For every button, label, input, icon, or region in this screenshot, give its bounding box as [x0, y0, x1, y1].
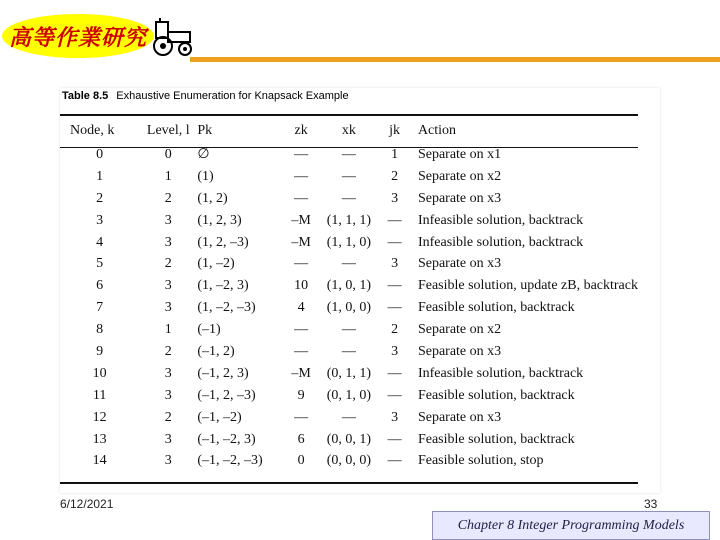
table-cell: 1	[164, 168, 172, 184]
table-cell: —	[294, 256, 309, 272]
table-cell: —	[341, 146, 356, 162]
table-cell: (–1, 2)	[197, 343, 235, 359]
table-cell: —	[294, 409, 309, 425]
table-cell: —	[387, 431, 402, 447]
enumeration-table	[60, 118, 638, 472]
table-cell: —	[341, 256, 356, 272]
table-cell: 3	[164, 387, 172, 403]
table-cell: —	[294, 146, 309, 162]
table-cell: Separate on x2	[417, 168, 502, 184]
table-caption	[62, 90, 349, 102]
table-cell: 2	[164, 190, 172, 206]
table-cell: Infeasible solution, backtrack	[417, 365, 584, 381]
table-figure	[60, 88, 660, 493]
table-cell: 6	[96, 278, 104, 294]
table-cell: 3	[96, 212, 104, 228]
table-cell: ∅	[197, 147, 210, 163]
col-header: Pk	[197, 123, 213, 138]
table-cell: 2	[96, 190, 104, 206]
table-cell: Feasible solution, backtrack	[417, 431, 575, 447]
table-row	[60, 297, 638, 319]
table-row	[60, 363, 638, 385]
table-cell: (1, 1, 1)	[326, 212, 372, 228]
tractor-icon	[152, 18, 194, 58]
col-header: jk	[389, 123, 401, 138]
table-cell: 1	[164, 322, 172, 338]
table-cell: (–1, 2, –3)	[197, 387, 256, 403]
table-cell: 9	[297, 387, 305, 403]
table-cell: 1	[391, 146, 399, 162]
table-cell: Infeasible solution, backtrack	[417, 234, 584, 250]
table-cell: Infeasible solution, backtrack	[417, 212, 584, 228]
table-cell: (0, 1, 1)	[326, 365, 372, 381]
table-top-rule	[60, 114, 638, 116]
table-cell: (1, 2, –3)	[197, 234, 249, 250]
table-cell: –M	[291, 365, 311, 381]
table-cell: 8	[96, 322, 104, 338]
table-cell: 3	[164, 365, 172, 381]
table-cell: –M	[291, 212, 311, 228]
header-rule	[190, 57, 720, 62]
table-row	[60, 341, 638, 363]
table-row	[60, 253, 638, 275]
table-cell: 3	[164, 300, 172, 316]
table-cell: 3	[164, 212, 172, 228]
table-cell: 7	[96, 300, 104, 316]
table-cell: Separate on x3	[417, 409, 502, 425]
table-cell: (–1, –2, 3)	[197, 431, 256, 447]
table-cell: 3	[391, 190, 399, 206]
table-cell: 4	[96, 234, 104, 250]
table-cell: (0, 1, 0)	[326, 387, 372, 403]
table-cell: (–1, –2, –3)	[197, 453, 263, 469]
table-cell: (–1, –2)	[197, 409, 242, 425]
table-cell: 0	[164, 146, 172, 162]
col-header: Node, k	[70, 123, 115, 138]
footer-date: 6/12/2021	[60, 497, 114, 511]
table-cell: (1, 2)	[197, 190, 228, 206]
table-cell: —	[387, 365, 402, 381]
table-cell: —	[294, 343, 309, 359]
table-cell: (0, 0, 1)	[326, 431, 372, 447]
table-cell: 3	[164, 234, 172, 250]
table-cell: —	[387, 387, 402, 403]
table-cell: —	[341, 168, 356, 184]
table-cell: 1	[96, 168, 104, 184]
table-cell: (1, –2)	[197, 256, 235, 272]
table-cell: 2	[164, 256, 172, 272]
table-cell: (–1)	[197, 322, 221, 338]
table-cell: Separate on x3	[417, 256, 502, 272]
table-cell: 14	[92, 453, 107, 469]
table-cell: (0, 0, 0)	[326, 453, 372, 469]
table-cell: 10	[92, 365, 107, 381]
col-header: zk	[294, 123, 308, 138]
chapter-title: Chapter 8 Integer Programming Models	[432, 511, 710, 540]
table-cell: 3	[391, 409, 399, 425]
table-cell: (1, 1, 0)	[326, 234, 372, 250]
table-cell: —	[341, 322, 356, 338]
table-cell: 0	[297, 453, 305, 469]
col-header: Action	[417, 123, 457, 138]
table-cell: —	[387, 300, 402, 316]
table-cell: 6	[297, 431, 305, 447]
table-cell: 2	[391, 168, 399, 184]
table-row	[60, 450, 638, 472]
table-cell: —	[387, 453, 402, 469]
table-cell: (1, –2, 3)	[197, 278, 249, 294]
table-cell: —	[341, 343, 356, 359]
table-cell: 2	[164, 409, 172, 425]
table-cell: 11	[92, 387, 107, 403]
table-row	[60, 210, 638, 232]
table-row	[60, 275, 638, 297]
table-cell: (–1, 2, 3)	[197, 365, 249, 381]
table-cell: Separate on x1	[417, 146, 502, 162]
table-cell: –M	[291, 234, 311, 250]
table-cell: 3	[164, 453, 172, 469]
table-cell: —	[294, 190, 309, 206]
table-cell: —	[294, 322, 309, 338]
table-cell: —	[341, 190, 356, 206]
logo	[2, 14, 154, 58]
table-row	[60, 429, 638, 451]
table-cell: (1, 0, 0)	[326, 300, 372, 316]
col-header: xk	[341, 123, 356, 138]
table-cell: —	[387, 278, 402, 294]
table-cell: 3	[164, 431, 172, 447]
table-cell: (1)	[197, 168, 214, 184]
table-row	[60, 144, 638, 166]
col-header: Level, l	[146, 123, 190, 138]
table-header-row	[60, 118, 638, 144]
table-cell: 2	[391, 322, 399, 338]
caption-title: Exhaustive Enumeration for Knapsack Example	[116, 90, 349, 102]
table-cell: 3	[391, 256, 399, 272]
table-row	[60, 188, 638, 210]
table-cell: Feasible solution, backtrack	[417, 387, 575, 403]
caption-label: Table 8.5	[62, 90, 109, 102]
table-row	[60, 319, 638, 341]
table-cell: 2	[164, 343, 172, 359]
page-number: 33	[644, 497, 658, 511]
table-row	[60, 407, 638, 429]
table-cell: —	[341, 409, 356, 425]
table-cell: Feasible solution, backtrack	[417, 300, 575, 316]
table-cell: Separate on x2	[417, 322, 502, 338]
table-cell: 0	[96, 146, 104, 162]
table-row	[60, 385, 638, 407]
table-row	[60, 232, 638, 254]
logo-text: 高等作業研究	[8, 24, 147, 51]
table-bottom-rule	[60, 482, 638, 484]
table-cell: (1, 2, 3)	[197, 212, 242, 228]
table-cell: 5	[96, 256, 104, 272]
table-cell: —	[387, 212, 402, 228]
table-cell: —	[294, 168, 309, 184]
table-cell: 12	[92, 409, 107, 425]
table-cell: 3	[164, 278, 172, 294]
table-cell: —	[387, 234, 402, 250]
table-cell: Feasible solution, update zB, backtrack	[417, 278, 638, 294]
table-row	[60, 166, 638, 188]
table-cell: Separate on x3	[417, 343, 502, 359]
table-cell: (1, 0, 1)	[326, 278, 372, 294]
table-cell: 4	[297, 300, 305, 316]
table-cell: 9	[96, 343, 104, 359]
table-cell: Separate on x3	[417, 190, 502, 206]
table-cell: 3	[391, 343, 399, 359]
table-cell: Feasible solution, stop	[417, 453, 544, 469]
table-cell: (1, –2, –3)	[197, 300, 256, 316]
table-cell: 13	[92, 431, 107, 447]
table-cell: 10	[294, 278, 309, 294]
